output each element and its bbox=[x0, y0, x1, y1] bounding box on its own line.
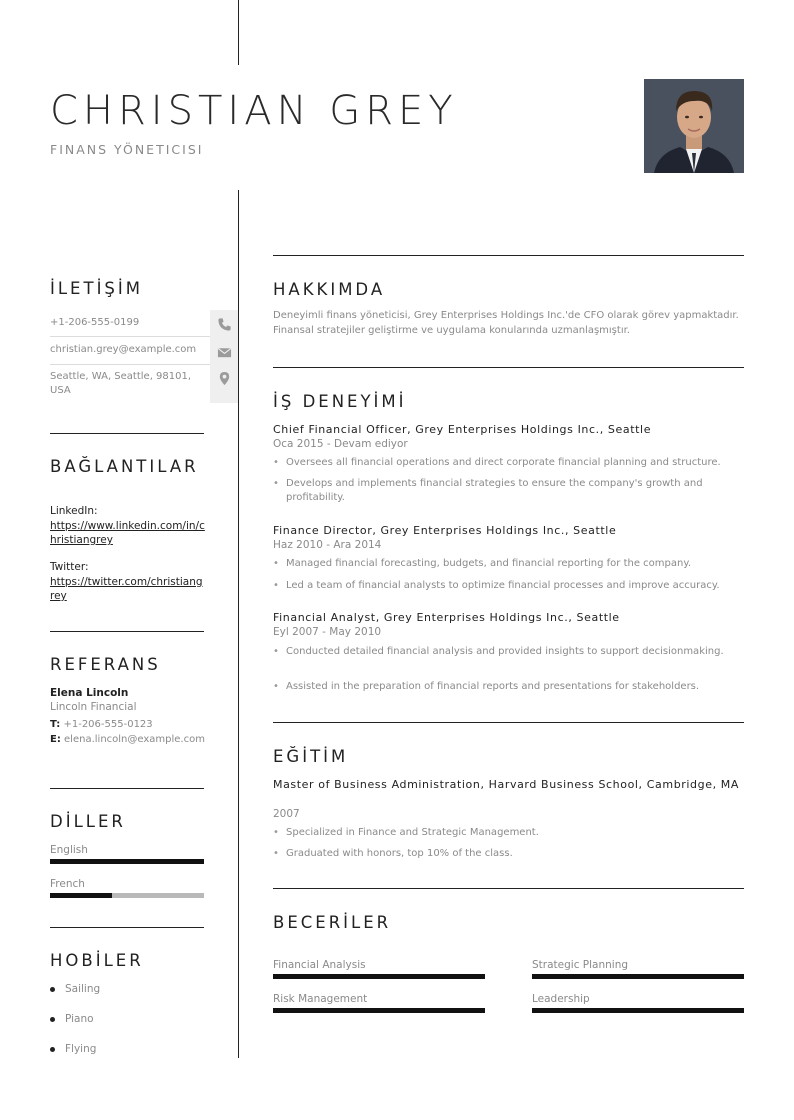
reference-name: Elena Lincoln bbox=[50, 687, 129, 699]
bullet-icon bbox=[50, 1017, 55, 1022]
bullet-icon bbox=[50, 1047, 55, 1052]
references-heading: REFERANS bbox=[50, 655, 161, 674]
reference-phone-row bbox=[50, 718, 206, 732]
experience-heading: İŞ DENEYİMİ bbox=[273, 392, 407, 411]
languages-heading: DİLLER bbox=[50, 812, 126, 831]
section-divider bbox=[50, 631, 204, 632]
links-heading: BAĞLANTILAR bbox=[50, 457, 199, 476]
skill-name: Leadership bbox=[532, 993, 590, 1005]
hobby-item bbox=[50, 1013, 94, 1025]
job-bullet: • Assisted in the preparation of financial reports and presentations for stakeholders. bbox=[273, 680, 743, 694]
section-divider bbox=[50, 788, 204, 789]
reference-phone[interactable]: +1-206-555-0123 bbox=[63, 719, 153, 730]
education-year: 2007 bbox=[273, 808, 300, 820]
job-dates: Eyl 2007 - May 2010 bbox=[273, 626, 382, 638]
hobby-label: Piano bbox=[65, 1013, 94, 1025]
section-divider bbox=[273, 255, 744, 256]
language-name: French bbox=[50, 878, 85, 890]
top-divider-line bbox=[238, 0, 239, 65]
job-bullet: • Managed financial forecasting, budgets, and financial reporting for the company. bbox=[273, 557, 743, 571]
contact-separator bbox=[50, 364, 210, 365]
person-name: CHRISTIAN GREY bbox=[50, 88, 458, 134]
education-degree: Master of Business Administration, Harvard Business School, Cambridge, MA bbox=[273, 778, 739, 791]
bullet-icon bbox=[50, 987, 55, 992]
reference-company: Lincoln Financial bbox=[50, 701, 137, 713]
contact-email[interactable]: christian.grey@example.com bbox=[50, 344, 197, 355]
skill-level-bar bbox=[532, 1008, 744, 1013]
skills-heading: BECERİLER bbox=[273, 913, 392, 932]
linkedin-label: LinkedIn: bbox=[50, 505, 98, 517]
reference-email[interactable]: elena.lincoln@example.com bbox=[64, 734, 205, 745]
reference-email-row bbox=[50, 733, 206, 747]
contact-phone[interactable]: +1-206-555-0199 bbox=[50, 317, 140, 328]
about-heading: HAKKIMDA bbox=[273, 280, 386, 299]
profile-photo bbox=[644, 79, 744, 173]
job-position: Chief Financial Officer, Grey Enterprises Holdings Inc., Seattle bbox=[273, 423, 652, 436]
phone-icon bbox=[217, 317, 232, 332]
column-divider-line bbox=[238, 190, 239, 1058]
hobby-label: Flying bbox=[65, 1043, 97, 1055]
contact-separator bbox=[50, 336, 210, 337]
job-bullet: • Oversees all financial operations and direct corporate financial planning and structure. bbox=[273, 456, 743, 470]
skill-level-bar bbox=[273, 974, 485, 979]
reference-email-label: E: bbox=[50, 734, 61, 745]
skill-level-bar bbox=[532, 974, 744, 979]
about-text: Deneyimli finans yöneticisi, Grey Enterprises Holdings Inc.'de CFO olarak görev yapmaktadır. Finansal stratejiler geliştirme ve uygulama konularında uzmanlaşmıştır. bbox=[273, 310, 739, 336]
hobby-item bbox=[50, 1043, 96, 1055]
section-divider bbox=[50, 927, 204, 928]
skill-name: Strategic Planning bbox=[532, 959, 629, 971]
linkedin-link[interactable]: https://www.linkedin.com/in/christiangrey bbox=[50, 520, 205, 547]
skill-level-bar bbox=[273, 1008, 485, 1013]
twitter-link[interactable]: https://twitter.com/christiangrey bbox=[50, 576, 203, 603]
education-bullet: • Graduated with honors, top 10% of the class. bbox=[273, 847, 743, 861]
section-divider bbox=[273, 722, 744, 723]
language-level-track bbox=[50, 859, 204, 864]
hobby-label: Sailing bbox=[65, 983, 101, 995]
education-bullet: • Specialized in Finance and Strategic Management. bbox=[273, 826, 743, 840]
section-divider bbox=[50, 433, 204, 434]
language-level-bar bbox=[50, 893, 112, 898]
language-level-track bbox=[50, 893, 204, 898]
job-position: Finance Director, Grey Enterprises Holdings Inc., Seattle bbox=[273, 524, 617, 537]
location-pin-icon bbox=[217, 371, 232, 386]
job-bullet: • Conducted detailed financial analysis and provided insights to support decisionmaking. bbox=[273, 645, 743, 659]
job-dates: Oca 2015 - Devam ediyor bbox=[273, 438, 408, 450]
reference-phone-label: T: bbox=[50, 719, 61, 730]
contact-heading: İLETİŞİM bbox=[50, 279, 144, 298]
hobby-item bbox=[50, 983, 100, 995]
job-bullet: • Develops and implements financial strategies to ensure the company's growth and profitability. bbox=[273, 477, 743, 505]
skill-name: Financial Analysis bbox=[273, 959, 366, 971]
section-divider bbox=[273, 888, 744, 889]
contact-address: Seattle, WA, Seattle, 98101, USA bbox=[50, 371, 192, 396]
language-name: English bbox=[50, 844, 88, 856]
twitter-label: Twitter: bbox=[50, 561, 89, 573]
education-heading: EĞİTİM bbox=[273, 747, 349, 766]
job-bullet: • Led a team of financial analysts to optimize financial processes and improve accuracy. bbox=[273, 579, 743, 593]
language-level-bar bbox=[50, 859, 204, 864]
job-position: Financial Analyst, Grey Enterprises Holdings Inc., Seattle bbox=[273, 611, 620, 624]
mail-icon bbox=[217, 345, 232, 360]
job-dates: Haz 2010 - Ara 2014 bbox=[273, 539, 382, 551]
hobbies-heading: HOBİLER bbox=[50, 951, 144, 970]
section-divider bbox=[273, 367, 744, 368]
skill-name: Risk Management bbox=[273, 993, 368, 1005]
job-title: FINANS YÖNETICISI bbox=[50, 142, 204, 157]
